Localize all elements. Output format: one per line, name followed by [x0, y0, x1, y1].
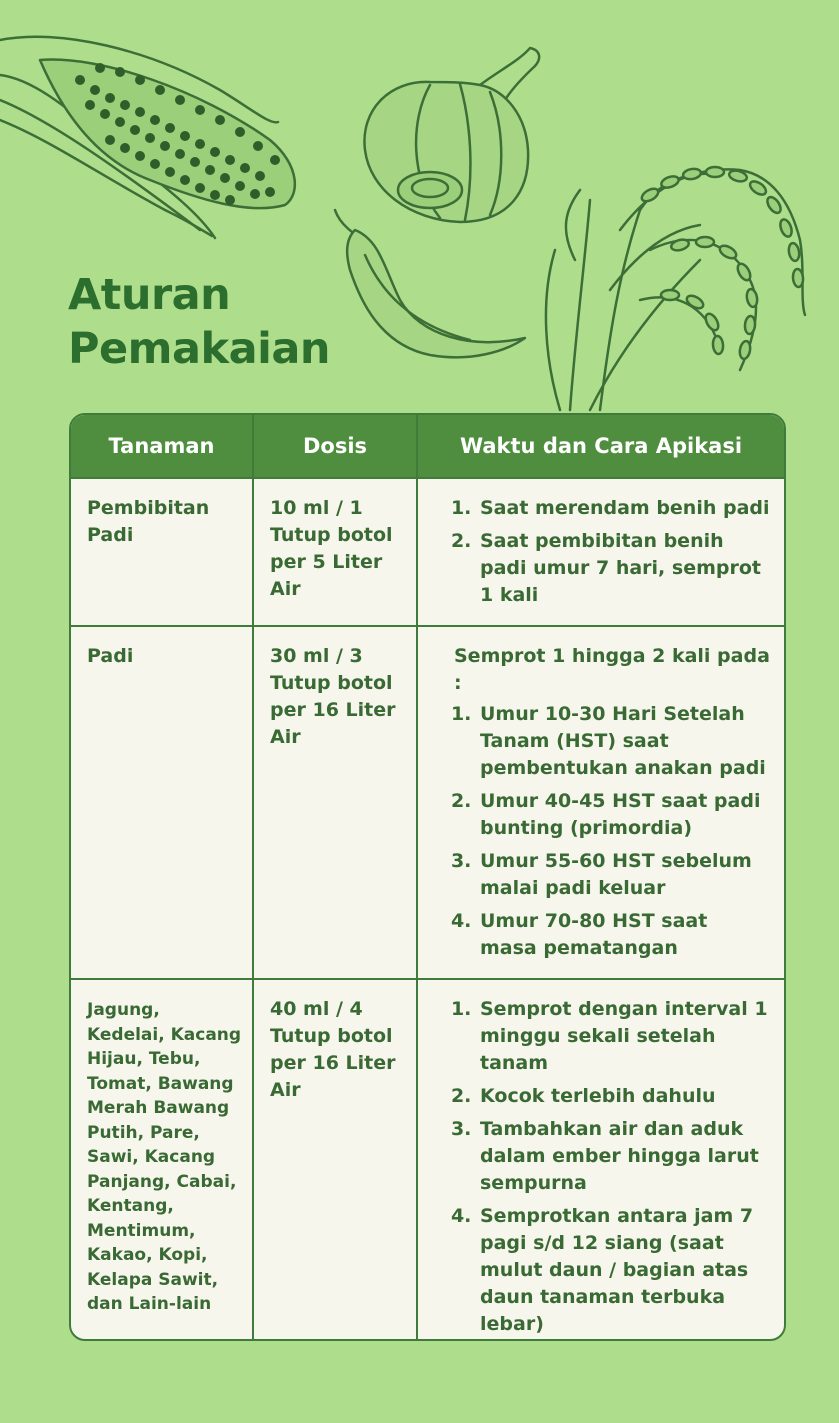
method-step: 1. Semprot dengan interval 1 minggu sekali setelah tanam — [478, 996, 770, 1077]
title-line-2: Pemakaian — [68, 324, 330, 374]
method-cell — [417, 478, 784, 626]
usage-table — [69, 413, 786, 1341]
method-step: 2. Umur 40-45 HST saat padi bunting (primordia) — [478, 788, 770, 842]
dose-cell — [253, 626, 417, 979]
method-step: 1. Saat merendam benih padi — [478, 495, 770, 522]
table-header-row — [71, 415, 784, 478]
method-step: 4. Semprotkan antara jam 7 pagi s/d 12 siang (saat mulut daun / bagian atas daun tanaman terbuka lebar) — [478, 1203, 770, 1338]
dose-text: 10 ml / 1 Tutup botol per 5 Liter Air — [270, 497, 393, 600]
table-row — [71, 626, 784, 979]
page-title — [68, 268, 330, 376]
method-step: 1. Umur 10-30 Hari Setelah Tanam (HST) saat pembentukan anakan padi — [478, 701, 770, 782]
header-plant: Tanaman — [71, 415, 253, 478]
plant-cell — [71, 478, 253, 626]
method-steps — [434, 495, 770, 609]
method-step: 2. Kocok terlebih dahulu — [478, 1083, 770, 1110]
dose-text: 40 ml / 4 Tutup botol per 16 Liter Air — [270, 998, 396, 1101]
table-row — [71, 478, 784, 626]
method-step: 2. Saat pembibitan benih padi umur 7 hari, semprot 1 kali — [478, 528, 770, 609]
rice-plant-icon — [546, 167, 805, 410]
header-method: Waktu dan Cara Apikasi — [417, 415, 784, 478]
dose-text: 30 ml / 3 Tutup botol per 16 Liter Air — [270, 645, 396, 748]
method-cell — [417, 979, 784, 1341]
method-lead: Semprot 1 hingga 2 kali pada : — [454, 645, 770, 694]
plant-name: Padi — [87, 645, 134, 667]
method-step: 4. Umur 70-80 HST saat masa pematangan — [478, 908, 770, 962]
title-line-1: Aturan — [68, 270, 231, 320]
table-row — [71, 979, 784, 1341]
corn-icon — [0, 37, 295, 238]
plant-cell — [71, 979, 253, 1341]
dose-cell — [253, 979, 417, 1341]
garlic-icon — [364, 48, 539, 222]
plant-name: Jagung, Kedelai, Kacang Hijau, Tebu, Tomat, Bawang Merah Bawang Putih, Pare, Sawi, Kacang Panjang, Cabai, Kentang, Mentimum, Kakao, Kopi, Kelapa Sawit, dan Lain-lain — [87, 1000, 242, 1314]
method-steps — [434, 996, 770, 1338]
dose-cell — [253, 478, 417, 626]
method-step: 3. Umur 55-60 HST sebelum malai padi keluar — [478, 848, 770, 902]
plant-name: Pembibitan Padi — [87, 497, 210, 546]
plant-cell — [71, 626, 253, 979]
method-step: 3. Tambahkan air dan aduk dalam ember hingga larut sempurna — [478, 1116, 770, 1197]
chili-icon — [335, 210, 525, 357]
method-steps — [434, 701, 770, 962]
header-dose: Dosis — [253, 415, 417, 478]
method-cell — [417, 626, 784, 979]
